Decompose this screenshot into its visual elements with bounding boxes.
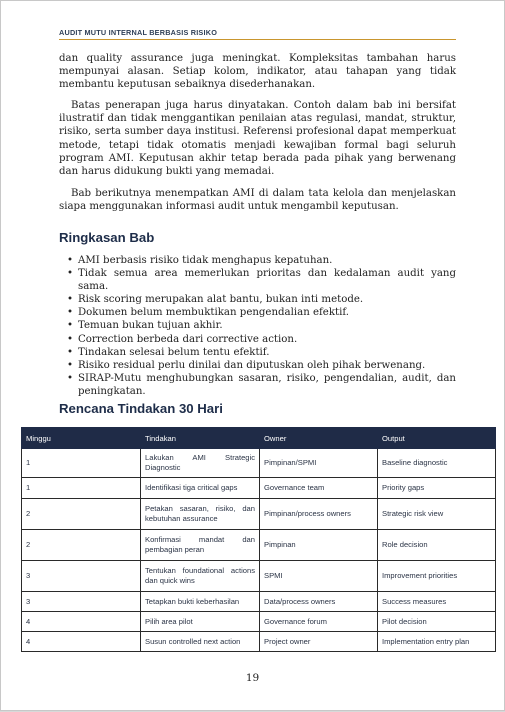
list-item: • AMI berbasis risiko tidak menghapus kepatuhan. bbox=[67, 254, 456, 267]
paragraph: Batas penerapan juga harus dinyatakan. Contoh dalam bab ini bersifat ilustratif dan tidak menggantikan penilaian atas regulasi, mandat, struktur, risiko, serta sumber daya institusi. Referensi profesional dapat memperkuat metode, tetapi tidak otomatis menjadi kewajiban formal bagi seluruh program AMI. Keputusan akhir tetap berada pada pihak yang berwenang dan harus didukung bukti yang memadai. bbox=[59, 100, 456, 178]
running-head: AUDIT MUTU INTERNAL BERBASIS RISIKO bbox=[59, 28, 218, 37]
table-cell: 1 bbox=[22, 449, 141, 478]
section-heading-plan: Rencana Tindakan 30 Hari bbox=[59, 401, 223, 416]
table-row bbox=[22, 632, 496, 652]
table-cell: Strategic risk view bbox=[378, 499, 496, 530]
column-header: Owner bbox=[260, 428, 378, 449]
table-cell: 2 bbox=[22, 530, 141, 561]
list-item: • Risk scoring merupakan alat bantu, bukan inti metode. bbox=[67, 293, 456, 306]
action-plan-table bbox=[21, 427, 496, 652]
list-item: • Risiko residual perlu dinilai dan diputuskan oleh pihak berwenang. bbox=[67, 359, 456, 372]
table-row bbox=[22, 592, 496, 612]
table-row bbox=[22, 499, 496, 530]
table-cell: Konfirmasi mandat dan pembagian peran bbox=[141, 530, 260, 561]
table-cell: 3 bbox=[22, 561, 141, 592]
table-row bbox=[22, 478, 496, 499]
table-cell: Improvement priorities bbox=[378, 561, 496, 592]
table-cell: Susun controlled next action bbox=[141, 632, 260, 652]
table-cell: Pilot decision bbox=[378, 612, 496, 632]
column-header: Output bbox=[378, 428, 496, 449]
table-row bbox=[22, 561, 496, 592]
table-cell: Tentukan foundational actions dan quick wins bbox=[141, 561, 260, 592]
table-cell: Petakan sasaran, risiko, dan kebutuhan assurance bbox=[141, 499, 260, 530]
table-cell: 4 bbox=[22, 612, 141, 632]
list-item: • Tindakan selesai belum tentu efektif. bbox=[67, 346, 456, 359]
table-cell: Governance forum bbox=[260, 612, 378, 632]
paragraph: dan quality assurance juga meningkat. Kompleksitas tambahan harus mempunyai alasan. Setiap kolom, indikator, atau tahapan yang tidak membantu keputusan sebaiknya disederhanakan. bbox=[59, 53, 456, 91]
table-cell: Pilih area pilot bbox=[141, 612, 260, 632]
header-rule bbox=[59, 39, 456, 40]
page-number: 19 bbox=[245, 672, 260, 684]
table-cell: Data/process owners bbox=[260, 592, 378, 612]
list-item: • Correction berbeda dari corrective action. bbox=[67, 333, 456, 346]
column-header: Tindakan bbox=[141, 428, 260, 449]
column-header: Minggu bbox=[22, 428, 141, 449]
list-item: • Temuan bukan tujuan akhir. bbox=[67, 319, 456, 332]
table-cell: Pimpinan/SPMI bbox=[260, 449, 378, 478]
table-cell: 1 bbox=[22, 478, 141, 499]
table-cell: Lakukan AMI Strategic Diagnostic bbox=[141, 449, 260, 478]
table-header-row bbox=[22, 428, 496, 449]
table-row bbox=[22, 530, 496, 561]
list-item: • Tidak semua area memerlukan prioritas dan kedalaman audit yang sama. bbox=[67, 267, 456, 293]
table-cell: 2 bbox=[22, 499, 141, 530]
section-heading-summary: Ringkasan Bab bbox=[59, 230, 155, 245]
document-page bbox=[1, 1, 504, 710]
table-cell: Pimpinan/process owners bbox=[260, 499, 378, 530]
table-cell: Implementation entry plan bbox=[378, 632, 496, 652]
table-cell: Identifikasi tiga critical gaps bbox=[141, 478, 260, 499]
table-cell: Pimpinan bbox=[260, 530, 378, 561]
list-item: • Dokumen belum membuktikan pengendalian efektif. bbox=[67, 306, 456, 319]
table-row bbox=[22, 449, 496, 478]
table-cell: Role decision bbox=[378, 530, 496, 561]
table-cell: 3 bbox=[22, 592, 141, 612]
table-cell: Success measures bbox=[378, 592, 496, 612]
table-cell: Governance team bbox=[260, 478, 378, 499]
table-row bbox=[22, 612, 496, 632]
summary-list bbox=[67, 254, 456, 398]
table-cell: Priority gaps bbox=[378, 478, 496, 499]
paragraph: Bab berikutnya menempatkan AMI di dalam tata kelola dan menjelaskan siapa menggunakan informasi audit untuk mengambil keputusan. bbox=[59, 188, 456, 213]
table-cell: 4 bbox=[22, 632, 141, 652]
table-cell: Project owner bbox=[260, 632, 378, 652]
table-cell: Baseline diagnostic bbox=[378, 449, 496, 478]
table-cell: Tetapkan bukti keberhasilan bbox=[141, 592, 260, 612]
list-item: • SIRAP-Mutu menghubungkan sasaran, risiko, pengendalian, audit, dan peningkatan. bbox=[67, 372, 456, 398]
table-cell: SPMI bbox=[260, 561, 378, 592]
